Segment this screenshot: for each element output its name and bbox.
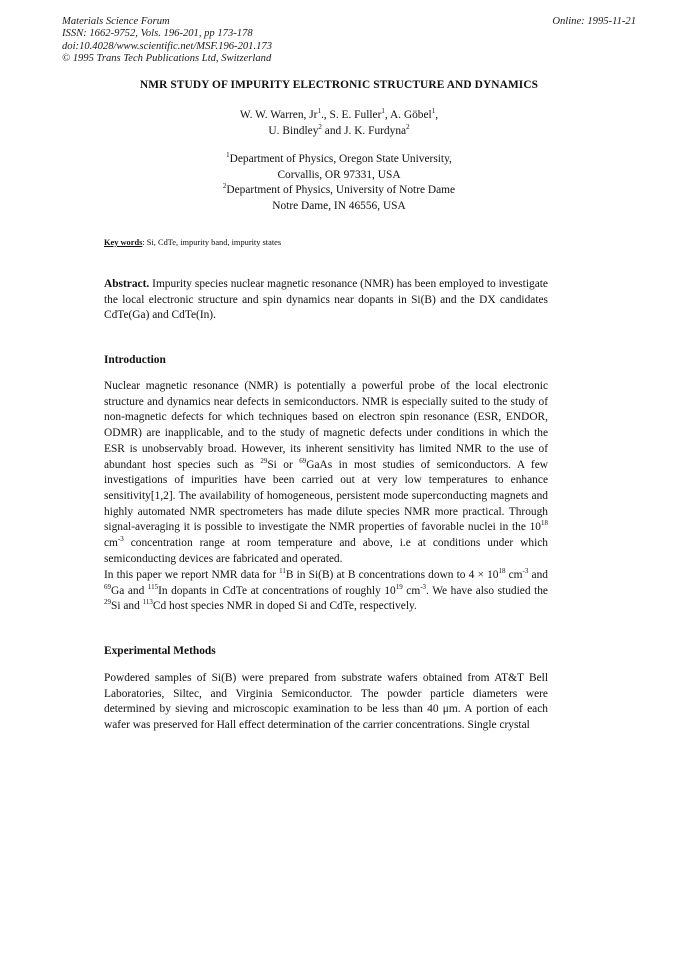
- affil-marker: 1: [381, 107, 385, 116]
- abstract-text: Impurity species nuclear magnetic resonance (NMR) has been employed to investigate the local electronic structure and spin dynamics near dopants in Si(B) and the DX candidates CdTe(Ga) and CdTe(In).: [104, 278, 548, 322]
- keywords-label: Key words: [104, 238, 143, 247]
- isotope-sup: 29: [260, 456, 268, 465]
- affiliation-2-line-1: [0, 183, 678, 199]
- exponent: -3: [522, 567, 529, 576]
- introduction-paragraph-1: [104, 379, 548, 567]
- body-text: B in Si(B) at B concentrations down to 4 × 10: [285, 569, 499, 581]
- author-name: ., S. E. Fuller: [320, 109, 382, 121]
- introduction-heading: Introduction: [104, 354, 166, 366]
- journal-header: [62, 16, 272, 66]
- exponent: -3: [420, 582, 427, 591]
- affil-marker: 1: [226, 151, 230, 160]
- exponent: 19: [395, 582, 403, 591]
- issn-line: ISSN: 1662-9752, Vols. 196-201, pp 173-178: [62, 28, 253, 40]
- author-list: [0, 108, 678, 139]
- affiliation-1-line-2: Corvallis, OR 97331, USA: [277, 168, 401, 181]
- body-text: Ga and: [111, 584, 148, 597]
- author-name: W. W. Warren, Jr: [239, 109, 318, 121]
- body-text: In dopants in CdTe at concentrations of roughly 10: [158, 584, 396, 597]
- methods-paragraph-1: Powdered samples of Si(B) were prepared from substrate wafers obtained from AT&T Bell Laboratories, Siltec, and Virginia Semiconductor. The powder particle diameters were determined by sieving and microscopic examination to be less than 40 μm. A portion of each wafer was preserved for Hall effect determination of the carrier concentrations. Single crystal: [104, 672, 548, 732]
- methods-heading: Experimental Methods: [104, 645, 216, 657]
- author-name: , A. Göbel: [384, 109, 432, 121]
- body-text: Si and: [111, 600, 143, 613]
- isotope-sup: 69: [104, 582, 111, 591]
- author-sep: ,: [435, 109, 439, 121]
- doi-line: doi:10.4028/www.scientific.net/MSF.196-201.173: [62, 40, 272, 52]
- body-text: GaAs in most studies of semiconductors. A few investigations of impurities have been carried out at very low temperatures to enhance sensitivity[1,2]. The availability of homogeneous, persistent mode superconducting magnets and highly automated NMR spectrometers has made dilute species NMR more practical. Through signal-averaging it is possible to investigate the NMR properties of favorable nuclei in the 10: [104, 458, 548, 534]
- affiliation-1-line-1: [0, 152, 678, 168]
- keywords: [104, 238, 281, 247]
- body-text: In this paper we report NMR data for: [104, 569, 280, 581]
- body-text: Cd host species NMR in doped Si and CdTe, respectively.: [152, 600, 417, 613]
- isotope-sup: 115: [147, 582, 159, 591]
- keywords-text: : Si, CdTe, impurity band, impurity states: [142, 238, 282, 247]
- affiliation-2-line-2: Notre Dame, IN 46556, USA: [272, 199, 406, 212]
- abstract: [104, 277, 548, 324]
- author-name: and J. K. Furdyna: [321, 124, 407, 137]
- author-line-2: [0, 124, 678, 140]
- body-text: cm: [104, 537, 118, 550]
- isotope-sup: 29: [104, 598, 111, 607]
- body-text: Nuclear magnetic resonance (NMR) is potentially a powerful probe of the local electronic structure and dynamics near defects in semiconductors. NMR is especially suited to the study of non-magnetic defects for which techniques based on electron spin resonance (ESR, ENDOR, ODMR) are inapplicable, and to the study of magnetic defects under conditions in which the ESR is unobservably broad. However, its inherent sensitivity has limited NMR to the use of abundant host species such as: [104, 380, 548, 471]
- affil-marker: 1: [431, 107, 436, 116]
- affil-marker: 2: [406, 122, 410, 131]
- affiliation-text: Department of Physics, Oregon State University,: [229, 153, 452, 165]
- affiliations: [0, 152, 678, 214]
- isotope-sup: 11: [279, 567, 286, 576]
- affil-marker: 2: [318, 122, 322, 131]
- isotope-sup: 113: [142, 598, 153, 607]
- copyright-line: © 1995 Trans Tech Publications Ltd, Switzerland: [62, 53, 272, 65]
- body-text: concentration range at room temperature and above, i.e at conditions under which semiconducting devices are fabricated and operated.: [104, 537, 548, 565]
- body-text: cm: [505, 569, 523, 581]
- abstract-label: Abstract.: [104, 278, 150, 290]
- author-name: U. Bindley: [268, 124, 319, 137]
- exponent: -3: [117, 535, 124, 544]
- exponent: 18: [498, 567, 506, 576]
- body-text: . We have also studied the: [426, 584, 548, 597]
- author-line-1: [0, 108, 678, 124]
- paper-title: NMR STUDY OF IMPURITY ELECTRONIC STRUCTURE AND DYNAMICS: [139, 79, 539, 91]
- body-text: and: [528, 569, 548, 581]
- affiliation-text: Department of Physics, University of Notre Dame: [226, 184, 456, 197]
- online-date: Online: 1995-11-21: [552, 16, 636, 27]
- body-text: cm: [402, 584, 421, 597]
- affil-marker: 2: [222, 182, 227, 191]
- isotope-sup: 69: [299, 456, 307, 465]
- affil-marker: 1: [317, 107, 321, 116]
- journal-name: Materials Science Forum: [62, 16, 170, 27]
- body-text: Si or: [267, 458, 300, 471]
- exponent: 18: [541, 519, 548, 528]
- introduction-paragraph-2: [104, 568, 548, 615]
